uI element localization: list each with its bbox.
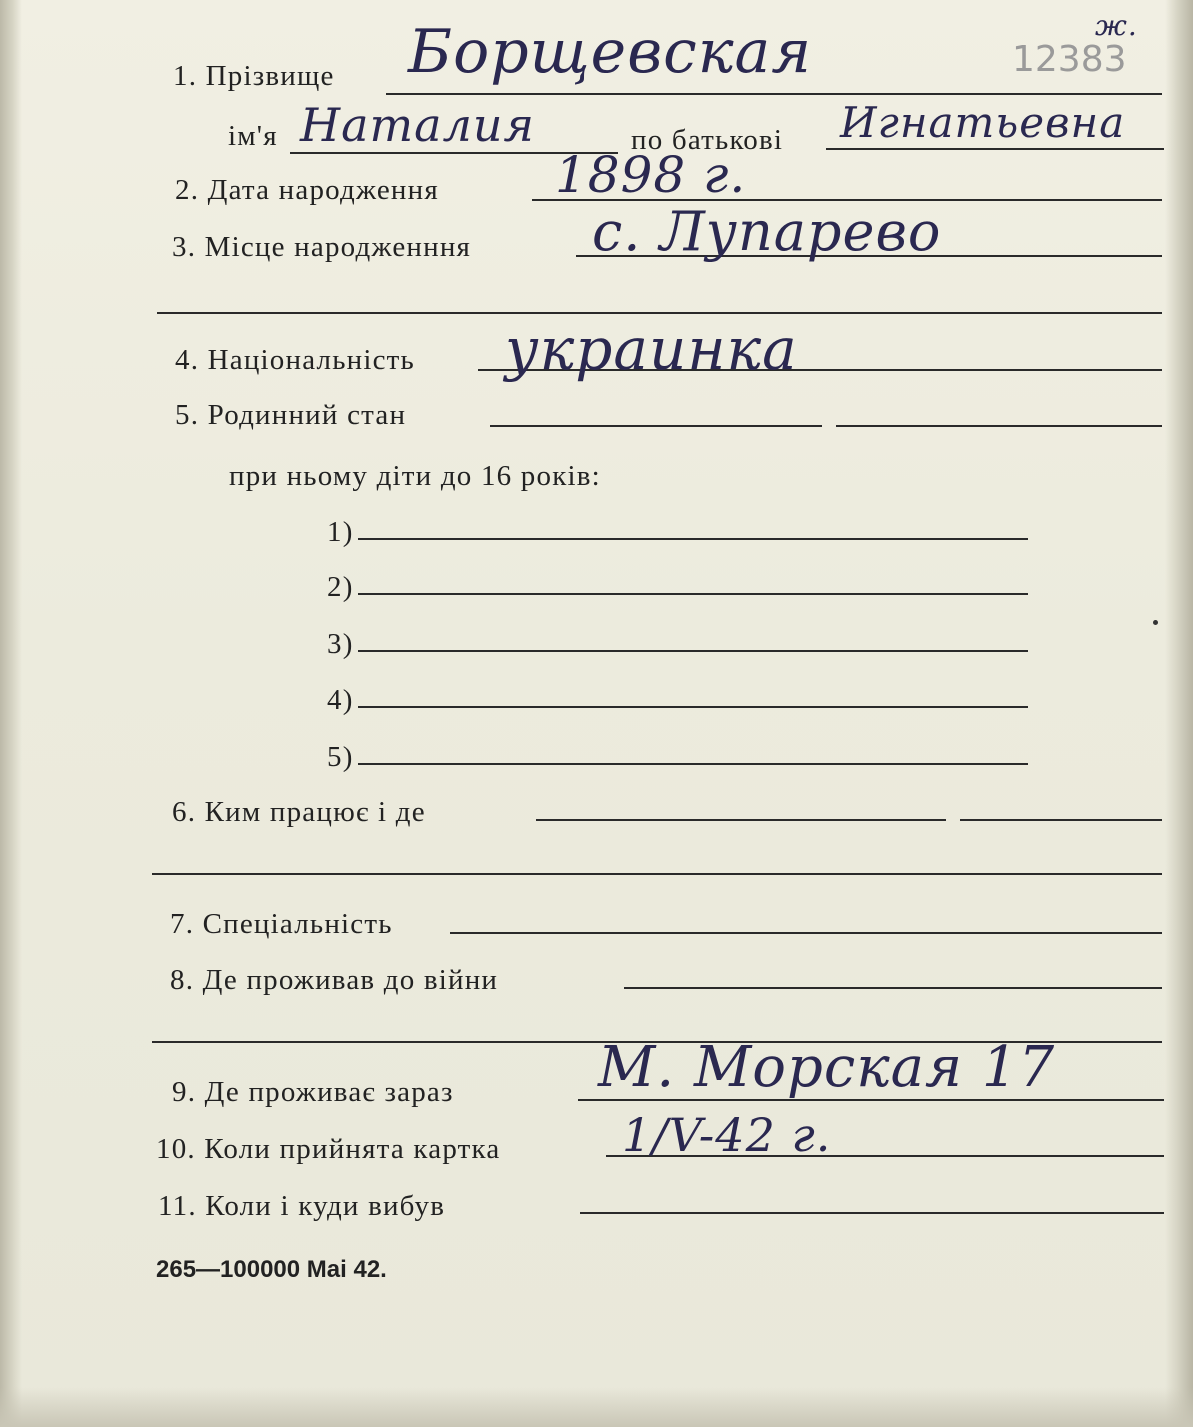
birth-date-label: 2. Дата народження bbox=[175, 174, 439, 206]
child-4-label: 4) bbox=[327, 684, 354, 716]
child-5-label: 5) bbox=[327, 741, 354, 773]
departure-label: 11. Коли і куди вибув bbox=[158, 1190, 446, 1222]
current-residence-handwritten: М. Морская 17 bbox=[598, 1035, 1056, 1100]
child-3-line bbox=[358, 650, 1028, 652]
paper-edge-left bbox=[0, 0, 22, 1427]
birth-place-handwritten: с. Лупарево bbox=[592, 200, 942, 263]
work-line bbox=[536, 819, 946, 821]
child-2-label: 2) bbox=[327, 571, 354, 603]
name-label: ім'я bbox=[228, 120, 278, 152]
work-line-2 bbox=[960, 819, 1162, 821]
surname-line bbox=[386, 93, 1162, 95]
child-1-line bbox=[358, 538, 1028, 540]
birth-place-line-2 bbox=[157, 312, 1162, 314]
prewar-residence-label: 8. Де проживав до війни bbox=[170, 964, 499, 996]
nationality-handwritten: украинка bbox=[505, 315, 798, 383]
print-code: 265—100000 Mai 42. bbox=[156, 1256, 387, 1283]
specialty-label: 7. Спеціальність bbox=[170, 908, 393, 940]
marital-status-label: 5. Родинний стан bbox=[175, 399, 407, 431]
departure-line bbox=[580, 1212, 1164, 1214]
marital-status-line-2 bbox=[836, 425, 1162, 427]
patronymic-label: по батькові bbox=[631, 124, 784, 156]
current-residence-label: 9. Де проживає зараз bbox=[172, 1076, 454, 1108]
children-label: при ньому діти до 16 років: bbox=[229, 460, 601, 492]
child-4-line bbox=[358, 706, 1028, 708]
child-5-line bbox=[358, 763, 1028, 765]
paper-edge-bottom bbox=[0, 1387, 1193, 1427]
card-date-handwritten: 1/V-42 г. bbox=[622, 1108, 832, 1162]
paper-speck bbox=[1153, 620, 1158, 625]
child-1-label: 1) bbox=[327, 516, 354, 548]
corner-mark: ж. bbox=[1095, 9, 1138, 42]
archive-number-stamp: 12383 bbox=[1012, 39, 1127, 80]
work-label: 6. Ким працює і де bbox=[172, 796, 426, 828]
paper-edge-right bbox=[1165, 0, 1193, 1427]
specialty-line bbox=[450, 932, 1162, 934]
patronymic-handwritten: Игнатьевна bbox=[840, 98, 1126, 147]
surname-handwritten: Борщевская bbox=[408, 17, 813, 87]
birth-place-label: 3. Місце народженння bbox=[172, 231, 472, 263]
card-date-label: 10. Коли прийнята картка bbox=[156, 1133, 501, 1165]
birth-date-handwritten: 1898 г. bbox=[555, 146, 747, 204]
name-handwritten: Наталия bbox=[300, 98, 535, 152]
nationality-label: 4. Національність bbox=[175, 344, 415, 376]
patronymic-line bbox=[826, 148, 1164, 150]
surname-label: 1. Прізвище bbox=[173, 60, 335, 92]
marital-status-line bbox=[490, 425, 822, 427]
child-3-label: 3) bbox=[327, 628, 354, 660]
work-line-3 bbox=[152, 873, 1162, 875]
prewar-residence-line bbox=[624, 987, 1162, 989]
child-2-line bbox=[358, 593, 1028, 595]
